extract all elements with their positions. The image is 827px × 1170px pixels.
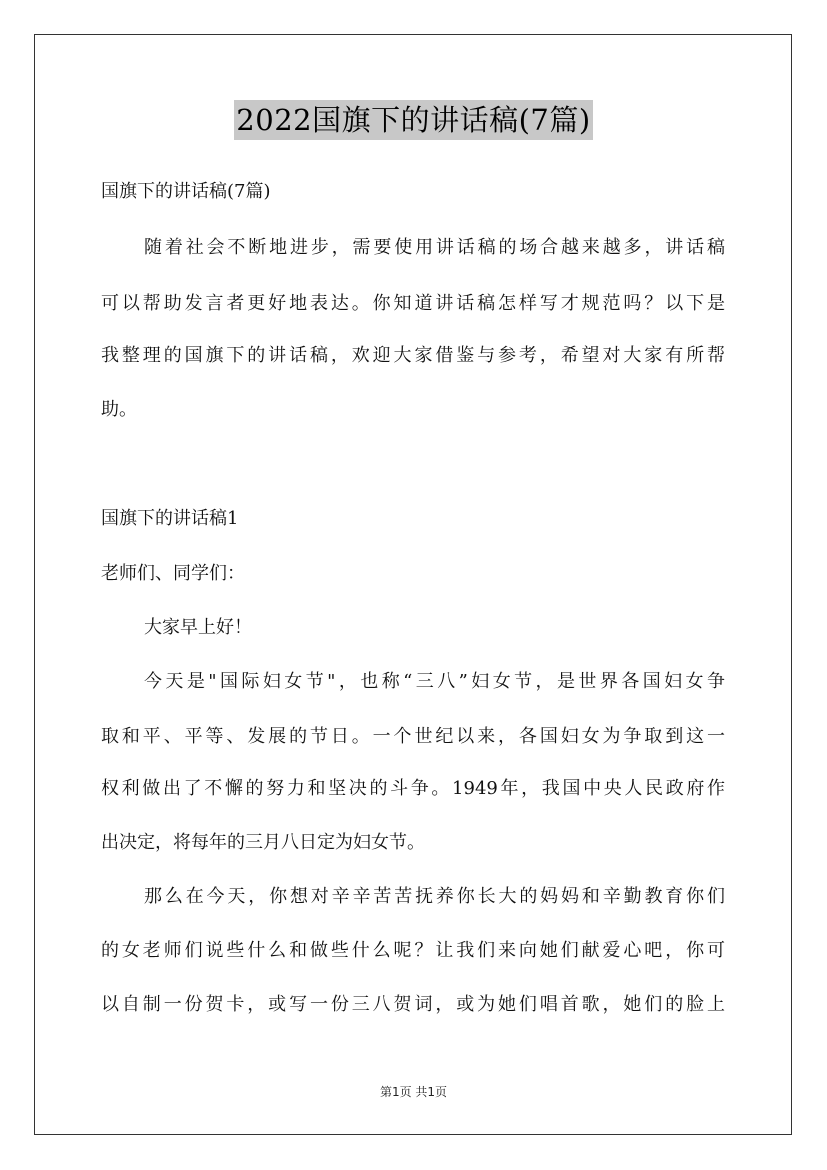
intro-line: 可以帮助发言者更好地表达。你知道讲话稿怎样写才规范吗？以下是 [101,293,725,314]
greeting: 老师们、同学们： [101,563,245,584]
paragraph-line: 今天是"国际妇女节"，也称“三八”妇女节，是世界各国妇女争 [144,671,725,692]
page-footer: 第1页 共1页 [379,1085,448,1099]
paragraph-line: 权利做出了不懈的努力和坚决的斗争。1949年，我国中央人民政府作 [101,778,725,799]
intro-line: 助。 [101,399,137,420]
intro-line: 我整理的国旗下的讲话稿，欢迎大家借鉴与参考，希望对大家有所帮 [101,345,725,366]
paragraph-line: 以自制一份贺卡，或写一份三八贺词，或为她们唱首歌，她们的脸上 [101,994,725,1015]
paragraph-line: 那么在今天，你想对辛辛苦苦抚养你长大的妈妈和辛勤教育你们 [144,886,725,907]
document-title: 2022国旗下的讲话稿(7篇) [234,100,592,140]
paragraph-line: 取和平、平等、发展的节日。一个世纪以来，各国妇女为争取到这一 [101,726,725,747]
morning-greeting: 大家早上好！ [144,617,252,638]
section-heading: 国旗下的讲话稿1 [101,508,239,529]
subtitle: 国旗下的讲话稿(7篇) [101,181,271,202]
intro-line: 随着社会不断地进步，需要使用讲话稿的场合越来越多，讲话稿 [144,237,725,258]
paragraph-line: 的女老师们说些什么和做些什么呢？让我们来向她们献爱心吧，你可 [101,940,725,961]
paragraph-line: 出决定，将每年的三月八日定为妇女节。 [101,832,425,853]
